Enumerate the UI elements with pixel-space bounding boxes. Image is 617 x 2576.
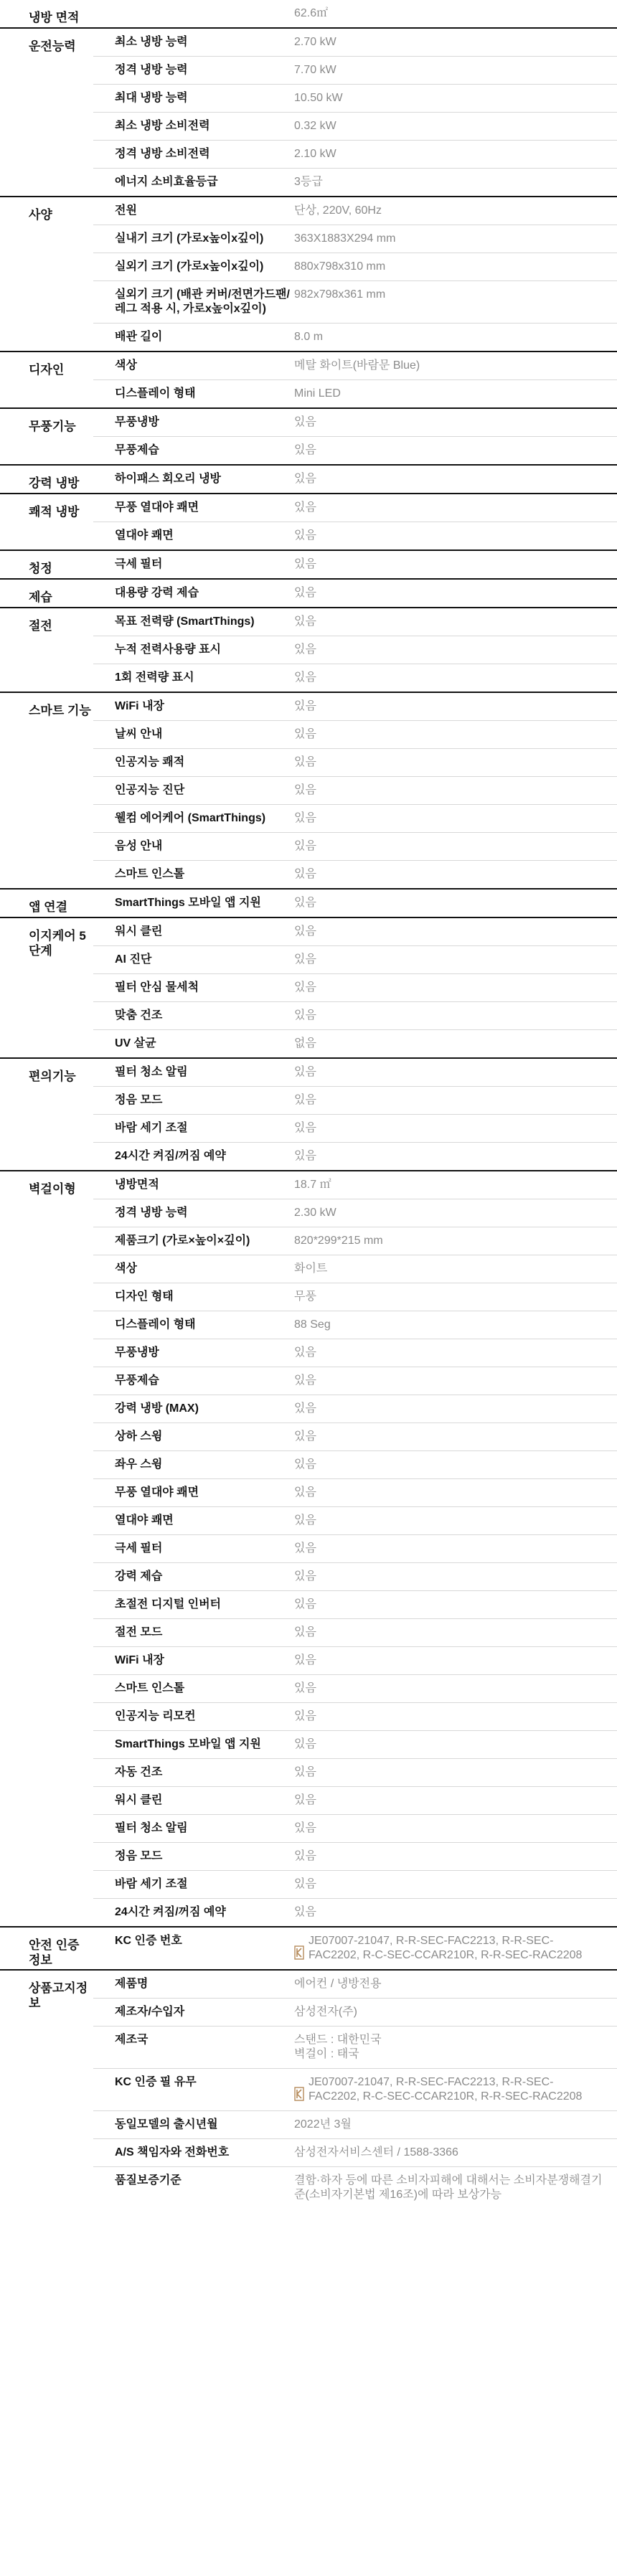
spec-label: 실외기 크기 (가로x높이x깊이) — [115, 260, 264, 273]
spec-label: 디스플레이 형태 — [115, 387, 196, 400]
spec-label: 최소 냉방 소비전력 — [115, 120, 210, 132]
spec-row — [93, 1423, 617, 1450]
section-title: 상품고지정보 — [29, 1981, 88, 2010]
spec-section — [0, 493, 617, 549]
section-rows — [93, 693, 617, 888]
spec-value: 있음 — [294, 1906, 316, 1918]
spec-row — [93, 280, 617, 323]
spec-label: SmartThings 모바일 앱 지원 — [115, 1738, 261, 1750]
spec-value: 있음 — [294, 1710, 316, 1722]
spec-value: 820*299*215 mm — [294, 1235, 383, 1247]
spec-value: 2.10 kW — [294, 148, 336, 160]
spec-value: Mini LED — [294, 387, 341, 400]
spec-label: 디자인 형태 — [115, 1291, 174, 1303]
spec-label: 음성 안내 — [115, 840, 163, 852]
spec-section — [0, 1057, 617, 1170]
spec-label: 동일모델의 출시년월 — [115, 2118, 218, 2131]
section-rows — [93, 1059, 617, 1170]
spec-value: 있음 — [294, 1878, 316, 1890]
spec-section — [0, 692, 617, 888]
spec-row — [93, 1450, 617, 1478]
section-rows — [93, 608, 617, 692]
spec-value: 있음 — [294, 1094, 316, 1106]
spec-row — [93, 1534, 617, 1562]
spec-value: 있음 — [294, 473, 316, 485]
spec-row — [93, 720, 617, 748]
spec-value: 있음 — [294, 1654, 316, 1666]
spec-value: 7.70 kW — [294, 64, 336, 76]
spec-row — [93, 1506, 617, 1534]
spec-row — [93, 693, 617, 720]
spec-label: 에너지 소비효율등급 — [115, 176, 218, 188]
spec-row — [93, 804, 617, 832]
spec-value: 18.7 ㎡ — [294, 1179, 331, 1191]
kc-mark-icon — [294, 1945, 304, 1960]
spec-row — [93, 197, 617, 225]
spec-section — [0, 351, 617, 407]
spec-value: 있음 — [294, 840, 316, 852]
spec-row — [93, 379, 617, 407]
spec-label: 하이패스 회오리 냉방 — [115, 473, 221, 485]
spec-label: 인공지능 진단 — [115, 784, 185, 796]
spec-value: 있음 — [294, 868, 316, 880]
spec-label: 누적 전력사용량 표시 — [115, 643, 221, 656]
spec-value: 3등급 — [294, 176, 323, 188]
spec-value: 메탈 화이트(바람문 Blue) — [294, 359, 420, 372]
spec-row — [93, 1928, 617, 1969]
spec-label: 무풍제습 — [115, 1374, 159, 1387]
spec-label: 워시 클린 — [115, 1794, 163, 1806]
spec-row — [93, 1870, 617, 1898]
spec-value — [294, 1928, 617, 1969]
spec-row — [93, 1971, 617, 1998]
spec-value: 있음 — [294, 1066, 316, 1078]
spec-label: AI 진단 — [115, 953, 152, 966]
section-rows — [93, 890, 617, 917]
section-title: 냉방 면적 — [29, 11, 80, 24]
spec-label: 바람 세기 조절 — [115, 1878, 188, 1890]
section-title: 편의기능 — [29, 1070, 76, 1083]
spec-label: 실외기 크기 (배관 커버/전면가드팬/레그 적용 시, 가로x높이x깊이) — [115, 288, 290, 315]
spec-label: 정격 냉방 능력 — [115, 1207, 188, 1219]
spec-row — [93, 1478, 617, 1506]
section-rows — [93, 466, 617, 493]
spec-section — [0, 407, 617, 464]
spec-label: 배관 길이 — [115, 331, 163, 343]
spec-row — [93, 436, 617, 464]
spec-value: 있음 — [294, 812, 316, 824]
spec-value: 있음 — [294, 501, 316, 514]
spec-value: 있음 — [294, 1738, 316, 1750]
section-title: 절전 — [29, 619, 52, 633]
section-title: 앱 연결 — [29, 900, 67, 914]
spec-label: WiFi 내장 — [115, 1654, 164, 1666]
spec-value: 있음 — [294, 615, 316, 628]
spec-value: 있음 — [294, 1542, 316, 1554]
spec-label: 제품명 — [115, 1978, 149, 1990]
spec-label: 제품크기 (가로×높이×깊이) — [115, 1235, 250, 1247]
spec-row — [93, 2138, 617, 2166]
spec-row — [93, 1001, 617, 1029]
spec-value: 88 Seg — [294, 1318, 331, 1331]
spec-value: 화이트 — [294, 1263, 328, 1275]
spec-row — [93, 168, 617, 196]
spec-row — [93, 253, 617, 280]
spec-value: 있음 — [294, 529, 316, 542]
section-title: 강력 냉방 — [29, 476, 80, 490]
spec-label: 전원 — [115, 204, 137, 217]
section-rows — [93, 580, 617, 607]
spec-row — [93, 1842, 617, 1870]
spec-value: 있음 — [294, 1346, 316, 1359]
section-title: 쾌적 냉방 — [29, 505, 80, 519]
spec-row — [93, 2166, 617, 2209]
spec-label: 강력 냉방 (MAX) — [115, 1402, 199, 1415]
spec-label: WiFi 내장 — [115, 700, 164, 712]
spec-label: SmartThings 모바일 앱 지원 — [115, 897, 261, 909]
spec-value: 있음 — [294, 1150, 316, 1162]
spec-value: 있음 — [294, 784, 316, 796]
spec-value: 363X1883X294 mm — [294, 232, 396, 245]
spec-label: 웰컴 에어케어 (SmartThings) — [115, 812, 266, 824]
section-rows — [93, 197, 617, 351]
spec-label: 최대 냉방 능력 — [115, 92, 188, 104]
spec-value: 있음 — [294, 1430, 316, 1443]
spec-row — [93, 1114, 617, 1142]
spec-label: 무풍제습 — [115, 444, 159, 456]
spec-value: 2022년 3월 — [294, 2118, 352, 2131]
spec-value: 있음 — [294, 671, 316, 684]
spec-row — [93, 494, 617, 522]
spec-label: 정격 냉방 소비전력 — [115, 148, 210, 160]
spec-label: 열대야 쾌면 — [115, 1514, 174, 1527]
section-rows — [93, 29, 617, 196]
spec-label: 냉방면적 — [115, 1179, 159, 1191]
spec-row — [93, 1674, 617, 1702]
spec-row — [93, 352, 617, 379]
spec-section — [0, 1969, 617, 2209]
spec-label: 필터 청소 알림 — [115, 1822, 188, 1834]
spec-row — [93, 608, 617, 636]
spec-section — [0, 917, 617, 1057]
spec-value: 있음 — [294, 1794, 316, 1806]
spec-value: 에어컨 / 냉방전용 — [294, 1978, 382, 1990]
kc-mark-icon — [294, 2087, 304, 2101]
spec-label: 정음 모드 — [115, 1850, 163, 1862]
spec-value: 0.32 kW — [294, 120, 336, 132]
section-rows — [93, 1171, 617, 1926]
spec-row — [93, 409, 617, 436]
spec-row — [93, 466, 617, 493]
spec-value: 있음 — [294, 1850, 316, 1862]
spec-value: 있음 — [294, 1626, 316, 1638]
spec-section — [0, 1170, 617, 1926]
spec-value: 880x798x310 mm — [294, 260, 386, 273]
spec-label: KC 인증 필 유무 — [115, 2076, 197, 2088]
kc-number-text: JE07007-21047, R-R-SEC-FAC2213, R-R-SEC-FAC2202, R-C-SEC-CCAR210R, R-R-SEC-RAC2208 — [308, 1935, 583, 1961]
spec-label: 24시간 켜짐/꺼짐 예약 — [115, 1906, 226, 1918]
spec-value: 2.70 kW — [294, 36, 336, 48]
spec-label: 스마트 인스톨 — [115, 868, 185, 880]
spec-label: 필터 안심 물세척 — [115, 981, 199, 994]
spec-row — [93, 1029, 617, 1057]
spec-label: 색상 — [115, 359, 137, 372]
spec-row — [93, 945, 617, 973]
spec-row — [93, 1702, 617, 1730]
spec-row — [93, 1998, 617, 2026]
spec-label: 제조국 — [115, 2034, 149, 2046]
section-title: 사양 — [29, 208, 52, 222]
spec-row — [93, 225, 617, 253]
section-rows — [93, 409, 617, 464]
spec-label: 날씨 안내 — [115, 728, 163, 740]
spec-label: UV 살균 — [115, 1037, 156, 1049]
spec-value: 있음 — [294, 925, 316, 938]
spec-row — [93, 2068, 617, 2110]
spec-section — [0, 0, 617, 27]
spec-label: 스마트 인스톨 — [115, 1682, 185, 1694]
spec-section — [0, 888, 617, 917]
spec-label: 24시간 켜짐/꺼짐 예약 — [115, 1150, 226, 1162]
spec-label: 맞춤 건조 — [115, 1009, 163, 1022]
spec-section — [0, 27, 617, 196]
spec-row — [93, 1255, 617, 1283]
spec-row — [93, 890, 617, 917]
spec-row — [93, 2026, 617, 2068]
spec-section — [0, 464, 617, 493]
kc-number-text: JE07007-21047, R-R-SEC-FAC2213, R-R-SEC-FAC2202, R-C-SEC-CCAR210R, R-R-SEC-RAC2208 — [308, 2076, 583, 2103]
spec-row — [93, 1367, 617, 1395]
spec-value: 있음 — [294, 897, 316, 909]
spec-value: 있음 — [294, 953, 316, 966]
section-title: 스마트 기능 — [29, 704, 91, 717]
spec-row — [93, 1339, 617, 1367]
spec-value: 있음 — [294, 1374, 316, 1387]
spec-label: 색상 — [115, 1263, 137, 1275]
spec-row — [93, 1142, 617, 1170]
spec-label: 열대야 쾌면 — [115, 529, 174, 542]
spec-label: 인공지능 쾌적 — [115, 756, 185, 768]
spec-value: 없음 — [294, 1037, 316, 1049]
section-title: 벽걸이형 — [29, 1182, 76, 1196]
section-title: 디자인 — [29, 363, 65, 377]
spec-row — [93, 1171, 617, 1199]
spec-label — [93, 0, 294, 27]
section-title: 안전 인증 정보 — [29, 1938, 80, 1967]
spec-value — [294, 2069, 617, 2110]
spec-label: 강력 제습 — [115, 1570, 163, 1582]
spec-section — [0, 1926, 617, 1969]
spec-value: 있음 — [294, 728, 316, 740]
spec-row — [93, 2110, 617, 2138]
spec-value: 있음 — [294, 1598, 316, 1610]
section-rows — [93, 1928, 617, 1969]
spec-section — [0, 549, 617, 578]
spec-row — [93, 0, 617, 27]
spec-row — [93, 1199, 617, 1227]
spec-value: 무풍 — [294, 1291, 316, 1303]
spec-row — [93, 1590, 617, 1618]
spec-row — [93, 1786, 617, 1814]
spec-row — [93, 1059, 617, 1086]
spec-row — [93, 1311, 617, 1339]
spec-label: A/S 책임자와 전화번호 — [115, 2146, 230, 2159]
spec-label: 무풍냉방 — [115, 1346, 159, 1359]
spec-row — [93, 664, 617, 692]
spec-value: 있음 — [294, 700, 316, 712]
spec-label: 절전 모드 — [115, 1626, 163, 1638]
spec-value: 있음 — [294, 1402, 316, 1415]
spec-row — [93, 56, 617, 84]
spec-row — [93, 1562, 617, 1590]
spec-label: KC 인증 번호 — [115, 1935, 182, 1947]
spec-row — [93, 1730, 617, 1758]
spec-value: 스탠드 : 대한민국 벽걸이 : 태국 — [294, 2034, 382, 2060]
section-rows — [93, 551, 617, 578]
spec-row — [93, 522, 617, 549]
spec-label: 품질보증기준 — [115, 2174, 182, 2186]
spec-section — [0, 578, 617, 607]
spec-value: 결함·하자 등에 따른 소비자피해에 대해서는 소비자분쟁해결기준(소비자기본법 제16조)에 따라 보상가능 — [294, 2174, 603, 2201]
section-rows — [93, 494, 617, 549]
spec-row — [93, 1646, 617, 1674]
spec-value: 있음 — [294, 1682, 316, 1694]
spec-row — [93, 860, 617, 888]
spec-label: 실내기 크기 (가로x높이x깊이) — [115, 232, 264, 245]
spec-row — [93, 112, 617, 140]
spec-value: 있음 — [294, 416, 316, 428]
spec-label: 워시 클린 — [115, 925, 163, 938]
spec-value: 982x798x361 mm — [294, 288, 386, 301]
spec-row — [93, 1618, 617, 1646]
spec-label: 대용량 강력 제습 — [115, 587, 199, 599]
spec-label: 바람 세기 조절 — [115, 1122, 188, 1134]
spec-value: 있음 — [294, 444, 316, 456]
section-rows — [93, 352, 617, 407]
spec-row — [93, 1758, 617, 1786]
spec-row — [93, 1086, 617, 1114]
spec-value: 삼성전자서비스센터 / 1588-3366 — [294, 2146, 458, 2159]
spec-row — [93, 832, 617, 860]
section-title: 제습 — [29, 590, 52, 604]
spec-label: 인공지능 리모컨 — [115, 1710, 196, 1722]
spec-value: 있음 — [294, 1009, 316, 1022]
spec-value: 있음 — [294, 1486, 316, 1499]
spec-row — [93, 323, 617, 351]
spec-row — [93, 636, 617, 664]
spec-row — [93, 1814, 617, 1842]
section-rows — [93, 0, 617, 27]
spec-label: 무풍 열대야 쾌면 — [115, 1486, 199, 1499]
spec-row — [93, 140, 617, 168]
spec-label: 초절전 디지털 인버터 — [115, 1598, 221, 1610]
spec-value: 있음 — [294, 1822, 316, 1834]
spec-row — [93, 1283, 617, 1311]
spec-value: 있음 — [294, 756, 316, 768]
spec-value: 있음 — [294, 1766, 316, 1778]
spec-value: 있음 — [294, 643, 316, 656]
spec-label: 자동 건조 — [115, 1766, 163, 1778]
spec-row — [93, 580, 617, 607]
spec-label: 1회 전력량 표시 — [115, 671, 194, 684]
spec-row — [93, 1227, 617, 1255]
section-title: 청정 — [29, 562, 52, 575]
spec-row — [93, 1395, 617, 1423]
spec-section — [0, 607, 617, 692]
spec-value: 있음 — [294, 1122, 316, 1134]
spec-label: 제조자/수입자 — [115, 2006, 185, 2018]
spec-value: 8.0 m — [294, 331, 324, 343]
spec-value: 있음 — [294, 1570, 316, 1582]
spec-row — [93, 84, 617, 112]
spec-label: 상하 스윙 — [115, 1430, 163, 1443]
spec-label: 최소 냉방 능력 — [115, 36, 188, 48]
spec-value: 62.6㎡ — [294, 7, 329, 19]
section-title: 운전능력 — [29, 39, 76, 53]
spec-row — [93, 973, 617, 1001]
spec-label: 좌우 스윙 — [115, 1458, 163, 1471]
spec-value: 삼성전자(주) — [294, 2006, 357, 2018]
spec-label: 무풍냉방 — [115, 416, 159, 428]
spec-row — [93, 748, 617, 776]
spec-value: 단상, 220V, 60Hz — [294, 204, 382, 217]
spec-value: 있음 — [294, 981, 316, 994]
section-rows — [93, 1971, 617, 2209]
spec-label: 디스플레이 형태 — [115, 1318, 196, 1331]
spec-label: 극세 필터 — [115, 1542, 163, 1554]
spec-label: 극세 필터 — [115, 558, 163, 570]
section-title: 이지케어 5단계 — [29, 929, 86, 958]
spec-value: 있음 — [294, 1458, 316, 1471]
spec-value: 있음 — [294, 1514, 316, 1527]
spec-row — [93, 29, 617, 56]
spec-value: 10.50 kW — [294, 92, 343, 104]
spec-label: 정음 모드 — [115, 1094, 163, 1106]
spec-value: 있음 — [294, 587, 316, 599]
spec-row — [93, 1898, 617, 1926]
spec-label: 정격 냉방 능력 — [115, 64, 188, 76]
section-rows — [93, 918, 617, 1057]
spec-row — [93, 918, 617, 945]
spec-label: 필터 청소 알림 — [115, 1066, 188, 1078]
spec-value: 있음 — [294, 558, 316, 570]
spec-label: 목표 전력량 (SmartThings) — [115, 615, 255, 628]
spec-label: 무풍 열대야 쾌면 — [115, 501, 199, 514]
section-title: 무풍기능 — [29, 420, 76, 433]
spec-row — [93, 551, 617, 578]
spec-row — [93, 776, 617, 804]
spec-value: 2.30 kW — [294, 1207, 336, 1219]
spec-section — [0, 196, 617, 351]
